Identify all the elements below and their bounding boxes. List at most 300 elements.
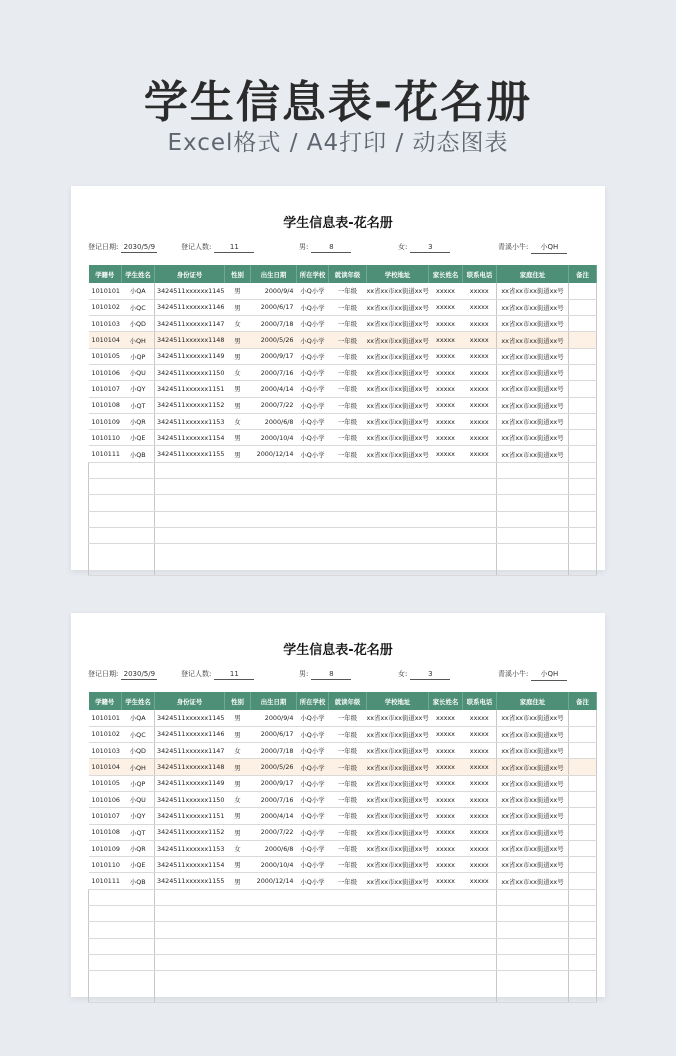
empty-cell bbox=[329, 954, 367, 970]
empty-cell bbox=[367, 971, 429, 1003]
empty-cell bbox=[251, 906, 297, 922]
gender-cell: 男 bbox=[225, 283, 251, 299]
school-cell: 小Q小学 bbox=[297, 413, 329, 429]
id-card-cell: 3424511xxxxxx1145 bbox=[155, 283, 225, 299]
gender-cell: 男 bbox=[225, 873, 251, 889]
note-cell bbox=[569, 283, 597, 299]
id-card-cell: 3424511xxxxxx1152 bbox=[155, 824, 225, 840]
table-row bbox=[89, 857, 597, 873]
roster-table bbox=[88, 265, 597, 576]
gender-cell: 男 bbox=[225, 710, 251, 726]
empty-cell bbox=[569, 938, 597, 954]
column-header: 学籍号 bbox=[89, 692, 122, 710]
note-cell bbox=[569, 332, 597, 348]
school-cell: 小Q小学 bbox=[297, 759, 329, 775]
empty-cell bbox=[569, 511, 597, 527]
home-address-cell: xx省xx市xx街道xx号 bbox=[497, 430, 569, 446]
empty-cell bbox=[429, 889, 463, 905]
home-address-cell: xx省xx市xx街道xx号 bbox=[497, 808, 569, 824]
student-name-cell: 小QH bbox=[122, 759, 155, 775]
student-name-cell: 小QR bbox=[122, 413, 155, 429]
empty-cell bbox=[569, 889, 597, 905]
student-id-cell: 1010102 bbox=[89, 299, 122, 315]
column-header: 学校地址 bbox=[367, 265, 429, 283]
empty-cell bbox=[251, 511, 297, 527]
empty-cell bbox=[297, 495, 329, 511]
student-name-cell: 小QY bbox=[122, 381, 155, 397]
empty-cell bbox=[463, 922, 497, 938]
column-header: 性别 bbox=[225, 265, 251, 283]
empty-cell bbox=[122, 527, 155, 543]
empty-cell bbox=[497, 495, 569, 511]
empty-cell bbox=[569, 922, 597, 938]
empty-cell bbox=[429, 527, 463, 543]
empty-cell bbox=[89, 938, 122, 954]
student-id-cell: 1010106 bbox=[89, 791, 122, 807]
empty-cell bbox=[569, 479, 597, 495]
gender-cell: 女 bbox=[225, 364, 251, 380]
column-header: 家庭住址 bbox=[497, 692, 569, 710]
student-id-cell: 1010109 bbox=[89, 413, 122, 429]
grade-cell: 一年级 bbox=[329, 824, 367, 840]
id-card-cell: 3424511xxxxxx1150 bbox=[155, 364, 225, 380]
school-cell: 小Q小学 bbox=[297, 857, 329, 873]
grade-cell: 一年级 bbox=[329, 332, 367, 348]
empty-cell bbox=[155, 511, 225, 527]
empty-cell bbox=[329, 479, 367, 495]
school-cell: 小Q小学 bbox=[297, 791, 329, 807]
empty-cell bbox=[463, 462, 497, 478]
parent-name-cell: xxxxx bbox=[429, 283, 463, 299]
empty-cell bbox=[155, 938, 225, 954]
student-name-cell: 小QE bbox=[122, 857, 155, 873]
gender-cell: 男 bbox=[225, 824, 251, 840]
class-teacher: 青溪小牛: 小QH bbox=[498, 669, 567, 681]
empty-cell bbox=[569, 527, 597, 543]
empty-cell bbox=[155, 527, 225, 543]
empty-cell bbox=[569, 954, 597, 970]
sheet-title: 学生信息表-花名册 bbox=[283, 643, 393, 658]
empty-cell bbox=[225, 954, 251, 970]
table-row bbox=[89, 283, 597, 299]
empty-cell bbox=[497, 479, 569, 495]
empty-row bbox=[89, 511, 597, 527]
empty-cell bbox=[497, 938, 569, 954]
student-id-cell: 1010105 bbox=[89, 348, 122, 364]
empty-cell bbox=[122, 922, 155, 938]
empty-cell bbox=[497, 889, 569, 905]
gender-cell: 男 bbox=[225, 857, 251, 873]
phone-cell: xxxxx bbox=[463, 726, 497, 742]
phone-cell: xxxxx bbox=[463, 873, 497, 889]
home-address-cell: xx省xx市xx街道xx号 bbox=[497, 840, 569, 856]
empty-cell bbox=[429, 938, 463, 954]
empty-cell bbox=[329, 462, 367, 478]
empty-cell bbox=[155, 922, 225, 938]
student-id-cell: 1010107 bbox=[89, 381, 122, 397]
empty-cell bbox=[463, 906, 497, 922]
column-header: 学生姓名 bbox=[122, 265, 155, 283]
table-row bbox=[89, 316, 597, 332]
student-name-cell: 小QT bbox=[122, 397, 155, 413]
empty-cell bbox=[89, 906, 122, 922]
student-name-cell: 小QP bbox=[122, 348, 155, 364]
home-address-cell: xx省xx市xx街道xx号 bbox=[497, 316, 569, 332]
gender-cell: 男 bbox=[225, 397, 251, 413]
empty-row bbox=[89, 495, 597, 511]
empty-cell bbox=[225, 906, 251, 922]
empty-cell bbox=[429, 462, 463, 478]
parent-name-cell: xxxxx bbox=[429, 364, 463, 380]
grade-cell: 一年级 bbox=[329, 726, 367, 742]
school-cell: 小Q小学 bbox=[297, 808, 329, 824]
parent-name-cell: xxxxx bbox=[429, 710, 463, 726]
empty-cell bbox=[329, 495, 367, 511]
empty-cell bbox=[251, 889, 297, 905]
id-card-cell: 3424511xxxxxx1148 bbox=[155, 332, 225, 348]
table-row bbox=[89, 840, 597, 856]
table-row bbox=[89, 873, 597, 889]
school-cell: 小Q小学 bbox=[297, 316, 329, 332]
home-address-cell: xx省xx市xx街道xx号 bbox=[497, 348, 569, 364]
table-row bbox=[89, 710, 597, 726]
id-card-cell: 3424511xxxxxx1153 bbox=[155, 840, 225, 856]
grade-cell: 一年级 bbox=[329, 364, 367, 380]
note-cell bbox=[569, 430, 597, 446]
gender-cell: 男 bbox=[225, 332, 251, 348]
school-cell: 小Q小学 bbox=[297, 364, 329, 380]
note-cell bbox=[569, 743, 597, 759]
column-header: 家长姓名 bbox=[429, 692, 463, 710]
home-address-cell: xx省xx市xx街道xx号 bbox=[497, 397, 569, 413]
grade-cell: 一年级 bbox=[329, 857, 367, 873]
empty-cell bbox=[429, 495, 463, 511]
empty-cell bbox=[122, 889, 155, 905]
empty-row bbox=[89, 971, 597, 1003]
phone-cell: xxxxx bbox=[463, 759, 497, 775]
parent-name-cell: xxxxx bbox=[429, 873, 463, 889]
id-card-cell: 3424511xxxxxx1155 bbox=[155, 873, 225, 889]
id-card-cell: 3424511xxxxxx1146 bbox=[155, 726, 225, 742]
phone-cell: xxxxx bbox=[463, 413, 497, 429]
parent-name-cell: xxxxx bbox=[429, 413, 463, 429]
id-card-cell: 3424511xxxxxx1153 bbox=[155, 413, 225, 429]
birth-date-cell: 2000/9/4 bbox=[251, 283, 297, 299]
empty-cell bbox=[89, 889, 122, 905]
empty-cell bbox=[463, 954, 497, 970]
school-address-cell: xx省xx市xx街道xx号 bbox=[367, 364, 429, 380]
id-card-cell: 3424511xxxxxx1151 bbox=[155, 381, 225, 397]
empty-row bbox=[89, 938, 597, 954]
empty-cell bbox=[463, 495, 497, 511]
empty-cell bbox=[463, 544, 497, 576]
empty-cell bbox=[225, 511, 251, 527]
phone-cell: xxxxx bbox=[463, 840, 497, 856]
table-row bbox=[89, 381, 597, 397]
empty-cell bbox=[429, 971, 463, 1003]
birth-date-cell: 2000/7/22 bbox=[251, 397, 297, 413]
parent-name-cell: xxxxx bbox=[429, 726, 463, 742]
empty-cell bbox=[463, 971, 497, 1003]
phone-cell: xxxxx bbox=[463, 775, 497, 791]
register-date: 登记日期: 2030/5/9 bbox=[88, 242, 157, 253]
empty-cell bbox=[569, 906, 597, 922]
empty-cell bbox=[367, 479, 429, 495]
empty-cell bbox=[367, 495, 429, 511]
home-address-cell: xx省xx市xx街道xx号 bbox=[497, 299, 569, 315]
note-cell bbox=[569, 840, 597, 856]
grade-cell: 一年级 bbox=[329, 381, 367, 397]
empty-row bbox=[89, 544, 597, 576]
home-address-cell: xx省xx市xx街道xx号 bbox=[497, 283, 569, 299]
phone-cell: xxxxx bbox=[463, 348, 497, 364]
birth-date-cell: 2000/9/17 bbox=[251, 348, 297, 364]
empty-cell bbox=[155, 906, 225, 922]
gender-cell: 男 bbox=[225, 808, 251, 824]
column-header: 家庭住址 bbox=[497, 265, 569, 283]
student-id-cell: 1010105 bbox=[89, 775, 122, 791]
table-row bbox=[89, 726, 597, 742]
phone-cell: xxxxx bbox=[463, 364, 497, 380]
empty-cell bbox=[329, 971, 367, 1003]
school-address-cell: xx省xx市xx街道xx号 bbox=[367, 283, 429, 299]
birth-date-cell: 2000/7/18 bbox=[251, 316, 297, 332]
phone-cell: xxxxx bbox=[463, 743, 497, 759]
empty-cell bbox=[251, 479, 297, 495]
school-address-cell: xx省xx市xx街道xx号 bbox=[367, 332, 429, 348]
school-address-cell: xx省xx市xx街道xx号 bbox=[367, 873, 429, 889]
empty-cell bbox=[429, 511, 463, 527]
student-id-cell: 1010101 bbox=[89, 283, 122, 299]
empty-cell bbox=[497, 971, 569, 1003]
empty-cell bbox=[497, 544, 569, 576]
school-address-cell: xx省xx市xx街道xx号 bbox=[367, 430, 429, 446]
parent-name-cell: xxxxx bbox=[429, 430, 463, 446]
phone-cell: xxxxx bbox=[463, 824, 497, 840]
table-header-row bbox=[89, 265, 597, 283]
gender-cell: 男 bbox=[225, 381, 251, 397]
grade-cell: 一年级 bbox=[329, 710, 367, 726]
empty-cell bbox=[251, 954, 297, 970]
empty-cell bbox=[497, 954, 569, 970]
student-id-cell: 1010101 bbox=[89, 710, 122, 726]
grade-cell: 一年级 bbox=[329, 840, 367, 856]
student-id-cell: 1010104 bbox=[89, 332, 122, 348]
empty-cell bbox=[367, 889, 429, 905]
empty-cell bbox=[89, 511, 122, 527]
school-cell: 小Q小学 bbox=[297, 873, 329, 889]
column-header: 所在学校 bbox=[297, 692, 329, 710]
home-address-cell: xx省xx市xx街道xx号 bbox=[497, 775, 569, 791]
empty-cell bbox=[367, 527, 429, 543]
empty-cell bbox=[225, 971, 251, 1003]
empty-cell bbox=[155, 479, 225, 495]
empty-cell bbox=[297, 906, 329, 922]
sheet-title: 学生信息表-花名册 bbox=[283, 216, 393, 231]
student-id-cell: 1010109 bbox=[89, 840, 122, 856]
column-header: 就读年级 bbox=[329, 692, 367, 710]
table-row bbox=[89, 808, 597, 824]
note-cell bbox=[569, 759, 597, 775]
birth-date-cell: 2000/9/17 bbox=[251, 775, 297, 791]
parent-name-cell: xxxxx bbox=[429, 791, 463, 807]
school-cell: 小Q小学 bbox=[297, 840, 329, 856]
phone-cell: xxxxx bbox=[463, 857, 497, 873]
spreadsheet-preview-2 bbox=[71, 613, 605, 997]
birth-date-cell: 2000/12/14 bbox=[251, 446, 297, 462]
student-id-cell: 1010108 bbox=[89, 397, 122, 413]
table-header-row bbox=[89, 692, 597, 710]
empty-cell bbox=[155, 954, 225, 970]
empty-cell bbox=[329, 938, 367, 954]
gender-cell: 女 bbox=[225, 316, 251, 332]
student-name-cell: 小QA bbox=[122, 283, 155, 299]
empty-cell bbox=[122, 971, 155, 1003]
student-name-cell: 小QY bbox=[122, 808, 155, 824]
empty-cell bbox=[225, 527, 251, 543]
note-cell bbox=[569, 446, 597, 462]
empty-cell bbox=[251, 938, 297, 954]
empty-cell bbox=[225, 495, 251, 511]
school-address-cell: xx省xx市xx街道xx号 bbox=[367, 840, 429, 856]
birth-date-cell: 2000/7/22 bbox=[251, 824, 297, 840]
empty-cell bbox=[569, 462, 597, 478]
grade-cell: 一年级 bbox=[329, 348, 367, 364]
grade-cell: 一年级 bbox=[329, 873, 367, 889]
school-cell: 小Q小学 bbox=[297, 446, 329, 462]
school-address-cell: xx省xx市xx街道xx号 bbox=[367, 857, 429, 873]
empty-cell bbox=[297, 938, 329, 954]
empty-cell bbox=[89, 544, 122, 576]
student-name-cell: 小QT bbox=[122, 824, 155, 840]
empty-cell bbox=[367, 462, 429, 478]
note-cell bbox=[569, 808, 597, 824]
school-cell: 小Q小学 bbox=[297, 710, 329, 726]
empty-cell bbox=[329, 906, 367, 922]
empty-row bbox=[89, 954, 597, 970]
empty-cell bbox=[367, 544, 429, 576]
grade-cell: 一年级 bbox=[329, 446, 367, 462]
student-id-cell: 1010110 bbox=[89, 857, 122, 873]
birth-date-cell: 2000/7/18 bbox=[251, 743, 297, 759]
home-address-cell: xx省xx市xx街道xx号 bbox=[497, 824, 569, 840]
id-card-cell: 3424511xxxxxx1149 bbox=[155, 775, 225, 791]
parent-name-cell: xxxxx bbox=[429, 397, 463, 413]
table-row bbox=[89, 364, 597, 380]
student-name-cell: 小QU bbox=[122, 364, 155, 380]
phone-cell: xxxxx bbox=[463, 808, 497, 824]
note-cell bbox=[569, 857, 597, 873]
school-cell: 小Q小学 bbox=[297, 726, 329, 742]
student-id-cell: 1010104 bbox=[89, 759, 122, 775]
school-cell: 小Q小学 bbox=[297, 430, 329, 446]
school-address-cell: xx省xx市xx街道xx号 bbox=[367, 381, 429, 397]
id-card-cell: 3424511xxxxxx1147 bbox=[155, 743, 225, 759]
empty-cell bbox=[463, 938, 497, 954]
birth-date-cell: 2000/6/17 bbox=[251, 726, 297, 742]
empty-row bbox=[89, 479, 597, 495]
parent-name-cell: xxxxx bbox=[429, 348, 463, 364]
table-row bbox=[89, 775, 597, 791]
column-header: 身份证号 bbox=[155, 692, 225, 710]
empty-cell bbox=[329, 511, 367, 527]
table-row bbox=[89, 430, 597, 446]
empty-cell bbox=[497, 922, 569, 938]
birth-date-cell: 2000/5/26 bbox=[251, 759, 297, 775]
id-card-cell: 3424511xxxxxx1149 bbox=[155, 348, 225, 364]
empty-cell bbox=[429, 954, 463, 970]
student-id-cell: 1010102 bbox=[89, 726, 122, 742]
empty-cell bbox=[122, 544, 155, 576]
school-cell: 小Q小学 bbox=[297, 824, 329, 840]
home-address-cell: xx省xx市xx街道xx号 bbox=[497, 332, 569, 348]
school-address-cell: xx省xx市xx街道xx号 bbox=[367, 299, 429, 315]
id-card-cell: 3424511xxxxxx1154 bbox=[155, 430, 225, 446]
parent-name-cell: xxxxx bbox=[429, 446, 463, 462]
empty-cell bbox=[429, 922, 463, 938]
column-header: 家长姓名 bbox=[429, 265, 463, 283]
empty-cell bbox=[155, 462, 225, 478]
table-row bbox=[89, 824, 597, 840]
id-card-cell: 3424511xxxxxx1152 bbox=[155, 397, 225, 413]
empty-cell bbox=[225, 544, 251, 576]
empty-cell bbox=[329, 889, 367, 905]
empty-cell bbox=[297, 922, 329, 938]
empty-cell bbox=[89, 479, 122, 495]
empty-cell bbox=[429, 906, 463, 922]
phone-cell: xxxxx bbox=[463, 397, 497, 413]
parent-name-cell: xxxxx bbox=[429, 316, 463, 332]
empty-cell bbox=[429, 544, 463, 576]
table-row bbox=[89, 299, 597, 315]
empty-cell bbox=[367, 511, 429, 527]
parent-name-cell: xxxxx bbox=[429, 381, 463, 397]
empty-cell bbox=[251, 527, 297, 543]
empty-cell bbox=[497, 527, 569, 543]
school-cell: 小Q小学 bbox=[297, 348, 329, 364]
parent-name-cell: xxxxx bbox=[429, 840, 463, 856]
school-cell: 小Q小学 bbox=[297, 283, 329, 299]
birth-date-cell: 2000/6/8 bbox=[251, 840, 297, 856]
note-cell bbox=[569, 316, 597, 332]
student-name-cell: 小QH bbox=[122, 332, 155, 348]
table-row bbox=[89, 397, 597, 413]
school-address-cell: xx省xx市xx街道xx号 bbox=[367, 775, 429, 791]
grade-cell: 一年级 bbox=[329, 413, 367, 429]
phone-cell: xxxxx bbox=[463, 299, 497, 315]
column-header: 所在学校 bbox=[297, 265, 329, 283]
empty-row bbox=[89, 462, 597, 478]
empty-cell bbox=[89, 462, 122, 478]
parent-name-cell: xxxxx bbox=[429, 743, 463, 759]
school-address-cell: xx省xx市xx街道xx号 bbox=[367, 791, 429, 807]
empty-cell bbox=[225, 889, 251, 905]
empty-cell bbox=[122, 938, 155, 954]
school-address-cell: xx省xx市xx街道xx号 bbox=[367, 710, 429, 726]
id-card-cell: 3424511xxxxxx1155 bbox=[155, 446, 225, 462]
hero-title: 学生信息表-花名册 bbox=[143, 77, 533, 128]
register-count: 登记人数: 11 bbox=[181, 242, 254, 253]
student-id-cell: 1010107 bbox=[89, 808, 122, 824]
home-address-cell: xx省xx市xx街道xx号 bbox=[497, 710, 569, 726]
class-teacher: 青溪小牛: 小QH bbox=[498, 242, 567, 254]
empty-cell bbox=[297, 889, 329, 905]
column-header: 学生姓名 bbox=[122, 692, 155, 710]
empty-cell bbox=[297, 511, 329, 527]
empty-cell bbox=[122, 954, 155, 970]
id-card-cell: 3424511xxxxxx1148 bbox=[155, 759, 225, 775]
column-header: 联系电话 bbox=[463, 265, 497, 283]
